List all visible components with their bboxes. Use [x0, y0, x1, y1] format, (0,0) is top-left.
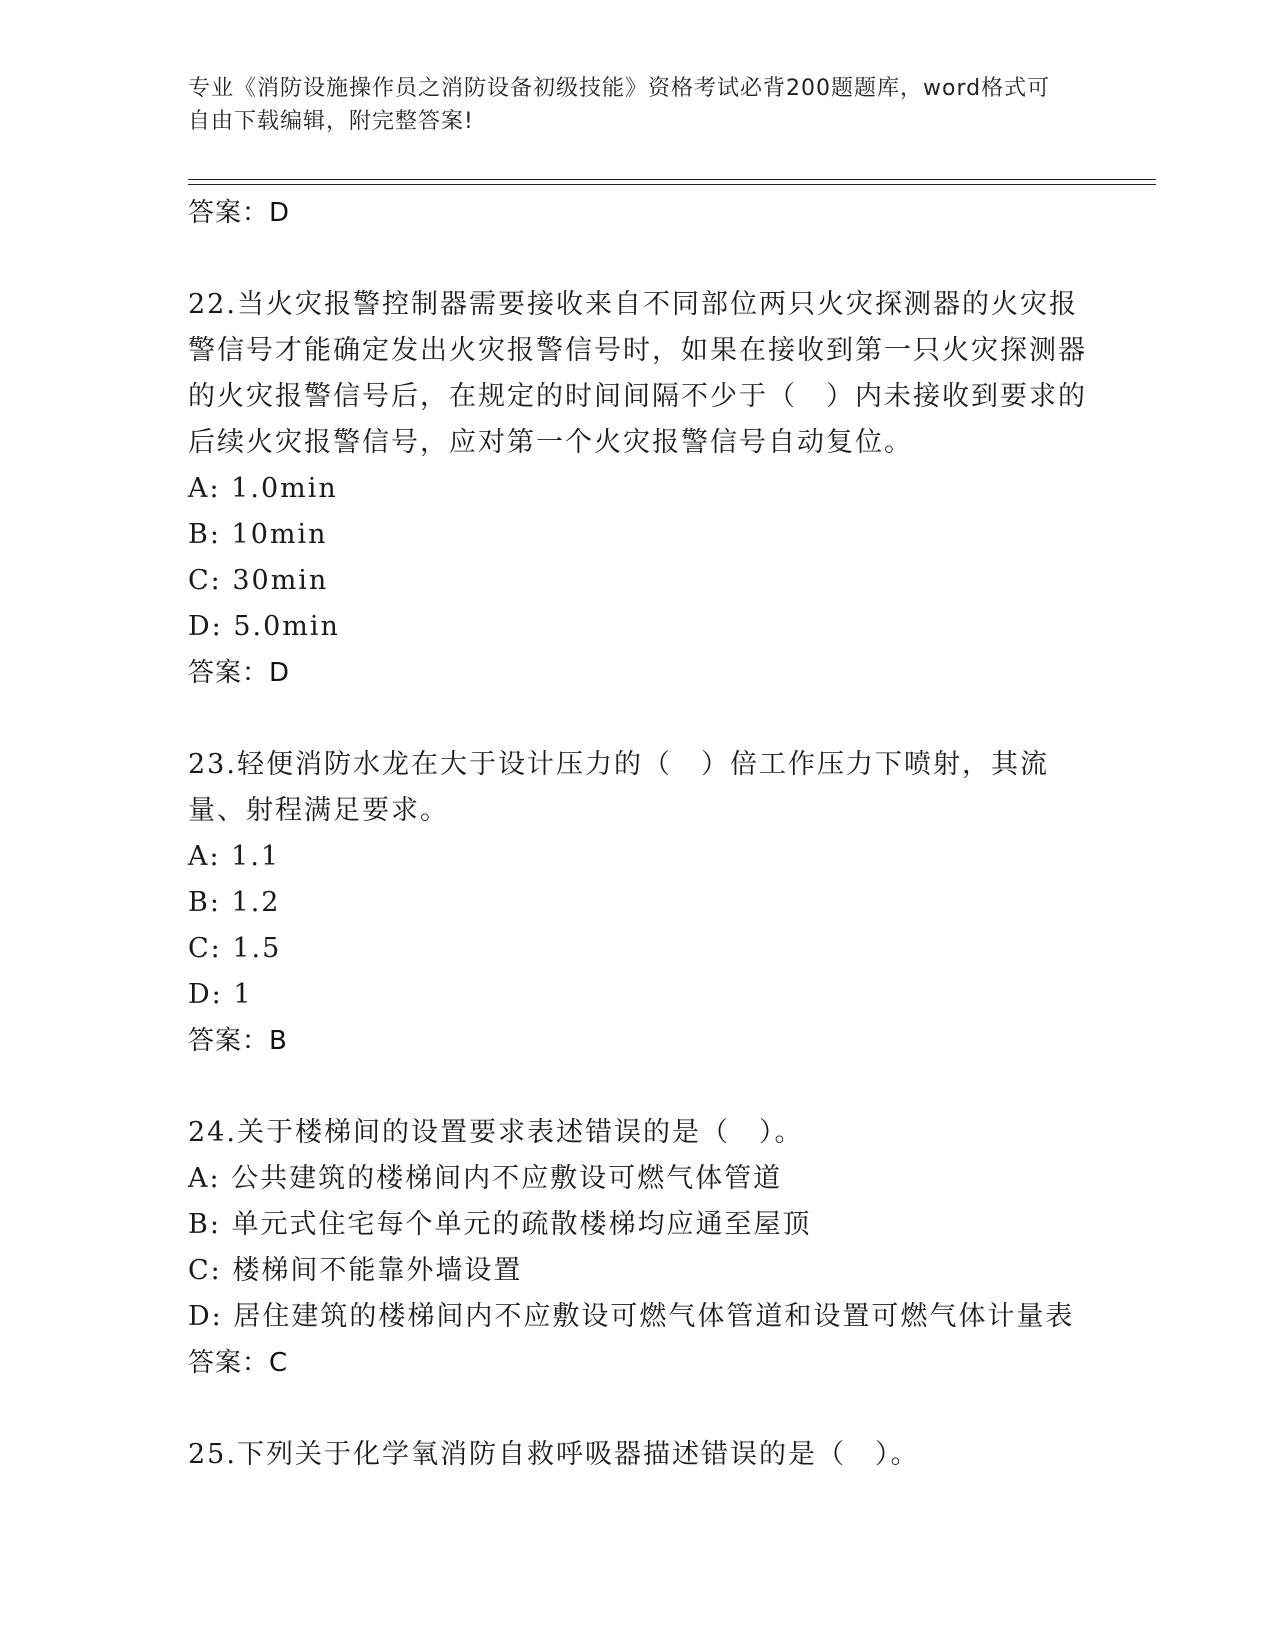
- answer-line: 答案：B: [188, 1026, 288, 1056]
- spacer: [188, 1386, 1088, 1432]
- option-b: B: 10min: [188, 519, 328, 550]
- option-c: C: 1.5: [188, 933, 282, 964]
- document-header: 专业《消防设施操作员之消防设备初级技能》资格考试必背200题题库，word格式可自由下载编辑，附完整答案!: [188, 76, 1051, 134]
- document-body: [188, 190, 1088, 1478]
- spacer: [188, 1064, 1088, 1110]
- option-b: B: 1.2: [188, 887, 281, 918]
- question-stem: 24.关于楼梯间的设置要求表述错误的是（ ）。: [188, 1117, 804, 1148]
- option-a: A: 1.0min: [188, 473, 338, 504]
- option-a: A: 公共建筑的楼梯间内不应敷设可燃气体管道: [188, 1163, 783, 1194]
- answer-line: 答案：C: [188, 1348, 289, 1378]
- answer-line: 答案：D: [188, 198, 291, 228]
- question-24: [188, 1110, 1088, 1386]
- question-23: [188, 742, 1088, 1064]
- header-rule-top: [188, 179, 1156, 180]
- question-stem: 22.当火灾报警控制器需要接收来自不同部位两只火灾探测器的火灾报警信号才能确定发出火灾报警信号时，如果在接收到第一只火灾探测器的火灾报警信号后，在规定的时间间隔不少于（ ）内未接收到要求的后续火灾报警信号，应对第一个火灾报警信号自动复位。: [188, 289, 1087, 458]
- question-25: [188, 1432, 1088, 1478]
- option-d: D: 居住建筑的楼梯间内不应敷设可燃气体管道和设置可燃气体计量表: [188, 1301, 1075, 1332]
- question-22: [188, 282, 1088, 696]
- option-c: C: 楼梯间不能靠外墙设置: [188, 1255, 523, 1286]
- question-stem: 25.下列关于化学氧消防自救呼吸器描述错误的是（ ）。: [188, 1439, 920, 1470]
- question-stem: 23.轻便消防水龙在大于设计压力的（ ）倍工作压力下喷射，其流量、射程满足要求。: [188, 749, 1049, 826]
- option-d: D: 5.0min: [188, 611, 340, 642]
- option-a: A: 1.1: [188, 841, 281, 872]
- header-rule-bottom: [188, 184, 1156, 185]
- spacer: [188, 236, 1088, 282]
- option-c: C: 30min: [188, 565, 329, 596]
- option-d: D: 1: [188, 979, 253, 1010]
- option-b: B: 单元式住宅每个单元的疏散楼梯均应通至屋顶: [188, 1209, 812, 1240]
- answer-line: 答案：D: [188, 658, 291, 688]
- spacer: [188, 696, 1088, 742]
